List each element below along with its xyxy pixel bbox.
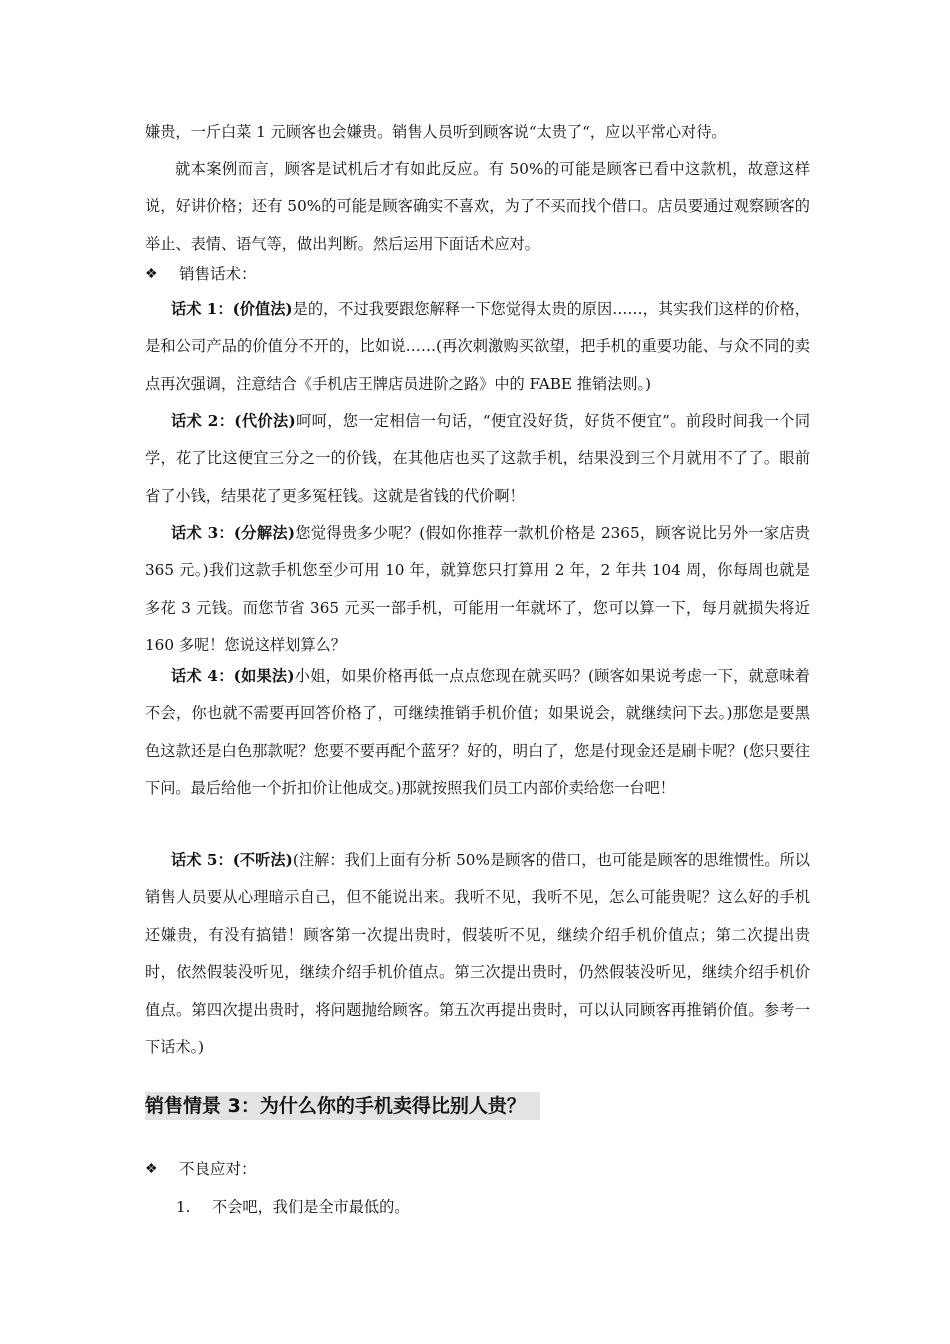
list-item bbox=[176, 1196, 409, 1218]
sales-script-heading bbox=[145, 263, 257, 285]
script-5-body: (注解：我们上面有分析 50%是顾客的借口，也可能是顾客的思维惯性。所以销售人员要从心理暗示自己，但不能说出来。我听不见，我听不见，怎么可能贵呢？这么好的手机还嫌贵，有没有搞错！顾客第一次提出贵时，假装听不见，继续介绍手机价值点；第二次提出贵时，依然假装没听见，继续介绍手机价值点。第三次提出贵时，仍然假装没听见，继续介绍手机价值点。第四次提出贵时，将问题抛给顾客。第五次再提出贵时，可以认同顾客再推销价值。参考一下话术。) bbox=[145, 851, 810, 1057]
paragraph-case: 就本案例而言，顾客是试机后才有如此反应。有 50%的可能是顾客已看中这款机，故意这样说，好讲价格；还有 50%的可能是顾客确实不喜欢，为了不买而找个借口。店员要通过观察顾客的举止、表情、语气等，做出判断。然后运用下面话术应对。 bbox=[145, 160, 810, 253]
script-1-title: 话术 1：(价值法) bbox=[171, 300, 293, 318]
list-item-number: 1. bbox=[176, 1198, 191, 1216]
sales-script-label: 销售话术： bbox=[179, 265, 257, 283]
bad-response-heading bbox=[145, 1158, 257, 1180]
script-2-title: 话术 2：(代价法) bbox=[171, 412, 296, 430]
diamond-bullet-icon: ❖ bbox=[145, 266, 158, 282]
script-4-title: 话术 4：(如果法) bbox=[171, 667, 295, 685]
script-1 bbox=[145, 291, 810, 403]
script-3 bbox=[145, 515, 810, 665]
script-4 bbox=[145, 658, 810, 808]
paragraph-intro-tail: 嫌贵，一斤白菜 1 元顾客也会嫌贵。销售人员听到顾客说“太贵了“，应以平常心对待。 bbox=[145, 123, 727, 141]
script-3-body: 您觉得贵多少呢？(假如你推荐一款机价格是 2365，顾客说比另外一家店贵 365 元。)我们这款手机您至少可用 10 年，就算您只打算用 2 年，2 年共 104 周，你每周也就是多花 3 元钱。而您节省 365 元买一部手机，可能用一年就坏了，您可以算一下，每月就损失将近 160 多呢！您说这样划算么？ bbox=[145, 524, 810, 655]
script-3-title: 话术 3：(分解法) bbox=[171, 524, 296, 542]
list-item-text: 不会吧，我们是全市最低的。 bbox=[212, 1198, 410, 1216]
script-5 bbox=[145, 842, 810, 1066]
script-2 bbox=[145, 403, 810, 515]
scenario-3-heading: 销售情景 3：为什么你的手机卖得比别人贵？ bbox=[145, 1092, 540, 1120]
script-5-title: 话术 5：(不听法) bbox=[171, 851, 293, 869]
bad-response-label: 不良应对： bbox=[179, 1160, 257, 1178]
script-4-body: 小姐，如果价格再低一点点您现在就买吗？(顾客如果说考虑一下，就意味着不会，你也就不需要再回答价格了，可继续推销手机价值；如果说会，就继续问下去。)那您是要黑色这款还是白色那款呢？您要不要再配个蓝牙？好的，明白了，您是付现金还是刷卡呢？(您只要往下问。最后给他一个折扣价让他成交。)那就按照我们员工内部价卖给您一台吧！ bbox=[145, 667, 810, 798]
diamond-bullet-icon: ❖ bbox=[145, 1161, 158, 1177]
script-2-body: 呵呵，您一定相信一句话，“便宜没好货，好货不便宜”。前段时间我一个同学，花了比这便宜三分之一的价钱，在其他店也买了这款手机，结果没到三个月就用不了了。眼前省了小钱，结果花了更多冤枉钱。这就是省钱的代价啊！ bbox=[145, 412, 811, 505]
script-1-body: 是的，不过我要跟您解释一下您觉得太贵的原因……，其实我们这样的价格，是和公司产品的价值分不开的，比如说……(再次刺激购买欲望，把手机的重要功能、与众不同的卖点再次强调，注意结合《手机店王牌店员进阶之路》中的 FABE 推销法则。) bbox=[145, 300, 810, 393]
